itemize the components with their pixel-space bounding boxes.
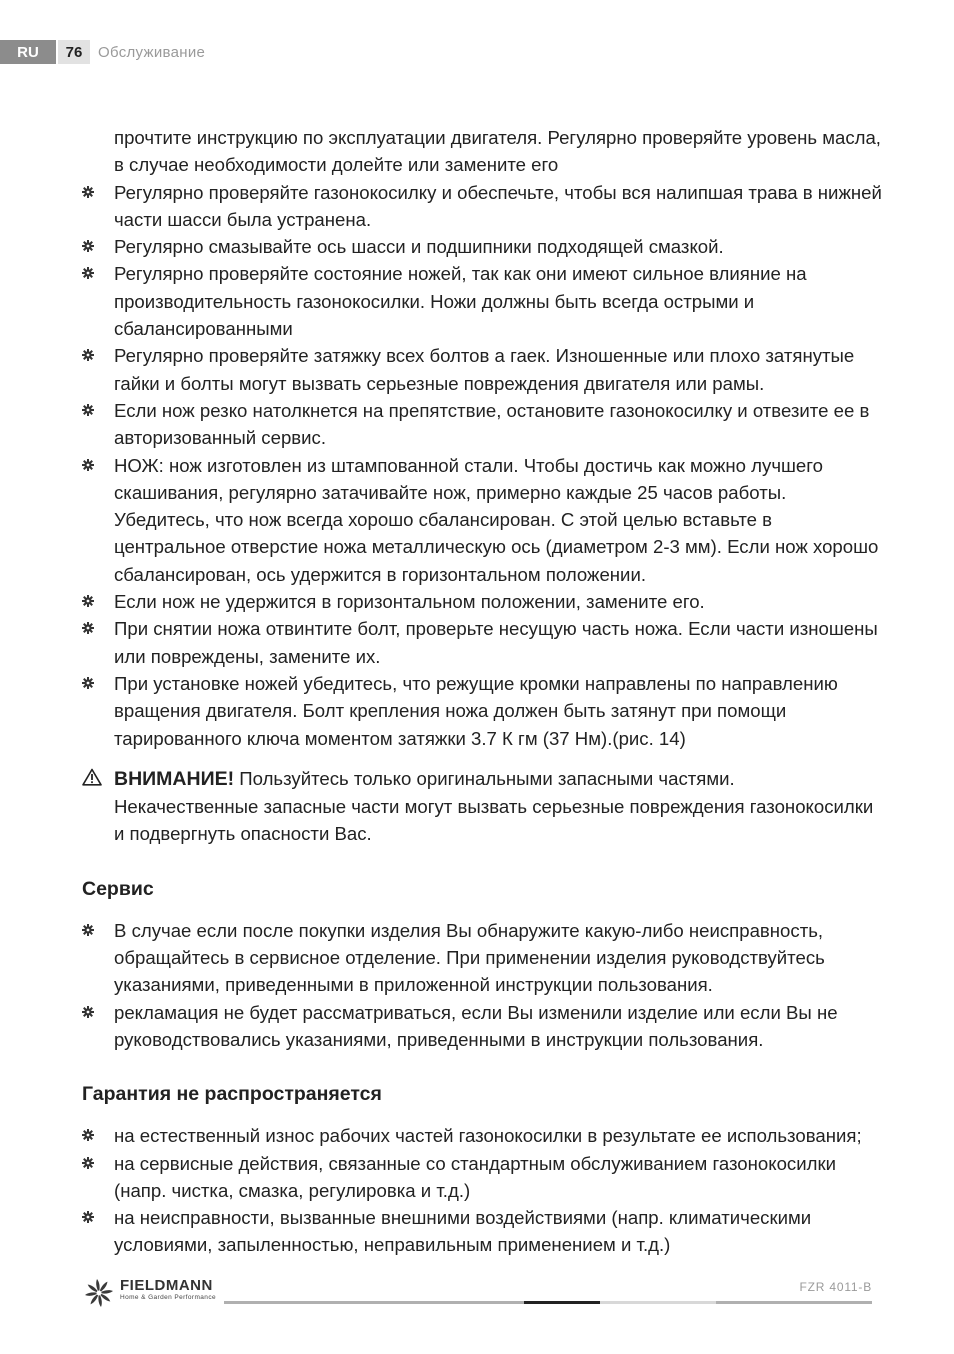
bullet-icon: [82, 622, 94, 634]
bullet-icon: [82, 1006, 94, 1018]
list-item: Регулярно смазывайте ось шасси и подшипники подходящей смазкой.: [82, 233, 882, 260]
bullet-icon: [82, 240, 94, 252]
warning-triangle-icon: [82, 768, 102, 786]
warning-text: Пользуйтесь только оригинальными запасными частями. Некачественные запасные части могут вызвать серьезные повреждения газонокосилки и подвергнуть опасности Вас.: [114, 767, 874, 845]
page-header: [0, 40, 205, 64]
maintenance-list: [82, 179, 882, 752]
list-item: При установке ножей убедитесь, что режущие кромки направлены по направлению вращения двигателя. Болт крепления ножа должен быть затянут при помощи тарированного ключа моментом затяжки 3.7 К гм (37 Нм).(рис. 14): [82, 670, 882, 752]
bullet-icon: [82, 677, 94, 689]
bullet-icon: [82, 267, 94, 279]
brand-logo: [82, 1278, 216, 1308]
footer-line-segment: [224, 1301, 524, 1304]
model-number: FZR 4011-B: [799, 1280, 872, 1294]
list-item: Регулярно проверяйте затяжку всех болтов а гаек. Изношенные или плохо затянутые гайки и болты могут вызвать серьезные повреждения двигателя или рамы.: [82, 342, 882, 397]
page-number: 76: [58, 40, 90, 64]
bullet-icon: [82, 404, 94, 416]
warranty-list: [82, 1122, 882, 1258]
warning-block: [82, 765, 882, 848]
page-content: [82, 124, 882, 1259]
footer-line-segment: [524, 1301, 600, 1304]
list-item: Если нож не удержится в горизонтальном положении, замените его.: [82, 588, 882, 615]
bullet-icon: [82, 459, 94, 471]
bullet-icon: [82, 186, 94, 198]
service-list: [82, 917, 882, 1053]
page-footer: [82, 1276, 872, 1310]
bullet-icon: [82, 1157, 94, 1169]
footer-line-segment: [600, 1301, 716, 1304]
bullet-icon: [82, 924, 94, 936]
list-item: на неисправности, вызванные внешними воздействиями (напр. климатическими условиями, запыленностью, неправильным применением и т.д.): [82, 1204, 882, 1259]
footer-line-segment: [716, 1301, 872, 1304]
fan-logo-icon: [82, 1278, 116, 1308]
warranty-heading: Гарантия не распространяется: [82, 1083, 382, 1106]
list-item: Регулярно проверяйте газонокосилку и обеспечьте, чтобы вся налипшая трава в нижней части шасси была устранена.: [82, 179, 882, 234]
service-heading: Сервис: [82, 877, 154, 900]
list-item: При снятии ножа отвинтите болт, проверьте несущую часть ножа. Если части изношены или повреждены, замените их.: [82, 615, 882, 670]
list-item: на естественный износ рабочих частей газонокосилки в результате ее использования;: [82, 1122, 882, 1149]
language-tab: RU: [0, 40, 56, 64]
bullet-icon: [82, 595, 94, 607]
list-item: Если нож резко натолкнется на препятствие, остановите газонокосилку и отвезите ее в авторизованный сервис.: [82, 397, 882, 452]
list-item: Регулярно проверяйте состояние ножей, так как они имеют сильное влияние на производительность газонокосилки. Ножи должны быть всегда острыми и сбалансированными: [82, 260, 882, 342]
list-item: на сервисные действия, связанные со стандартным обслуживанием газонокосилки (напр. чистка, смазка, регулировка и т.д.): [82, 1150, 882, 1205]
section-title: Обслуживание: [98, 43, 206, 61]
list-item: В случае если после покупки изделия Вы обнаружите какую-либо неисправность, обращайтесь в сервисное отделение. При применении изделия руководствуйтесь указаниями, приведенными в приложенной инструкции пользования.: [82, 917, 882, 999]
warning-label: ВНИМАНИЕ!: [114, 767, 235, 790]
brand-tagline: Home & Garden Performance: [120, 1294, 216, 1301]
bullet-icon: [82, 1211, 94, 1223]
list-item: рекламация не будет рассматриваться, если Вы изменили изделие или если Вы не руководствовались указаниями, приведенными в инструкции пользования.: [82, 999, 882, 1054]
bullet-icon: [82, 1129, 94, 1141]
intro-paragraph: прочтите инструкцию по эксплуатации двигателя. Регулярно проверяйте уровень масла, в случае необходимости долейте или замените его: [114, 127, 881, 176]
brand-name: FIELDMANN: [120, 1277, 213, 1294]
bullet-icon: [82, 349, 94, 361]
list-item: НОЖ: нож изготовлен из штампованной стали. Чтобы достичь как можно лучшего скашивания, регулярно затачивайте нож, примерно каждые 25 часов работы. Убедитесь, что нож всегда хорошо сбалансирован. С этой целью вставьте в центральное отверстие ножа металлическую ось (диаметром 2-3 мм). Если нож хорошо сбалансирован, ось удержится в горизонтальном положении.: [82, 452, 882, 588]
